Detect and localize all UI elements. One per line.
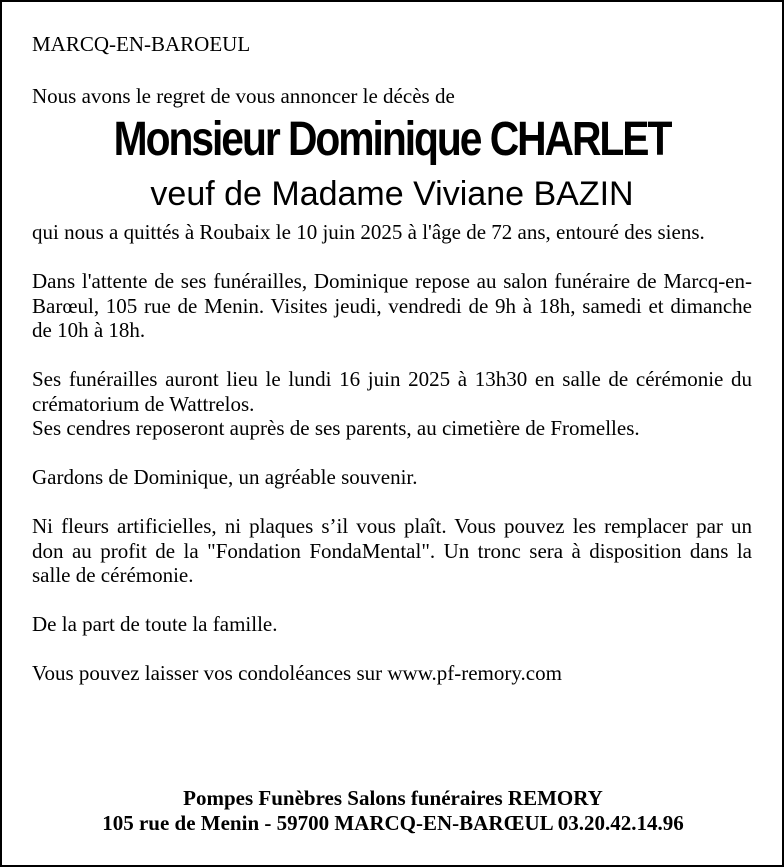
remembrance-line: Gardons de Dominique, un agréable souvenir. — [32, 465, 418, 489]
family-line: De la part de toute la famille. — [32, 612, 278, 636]
condolences-line: Vous pouvez laisser vos condoléances sur www.pf-remory.com — [32, 661, 562, 685]
ashes-details: Ses cendres reposeront auprès de ses parents, au cimetière de Fromelles. — [32, 416, 640, 440]
intro-text: Nous avons le regret de vous annoncer le décès de — [32, 83, 455, 108]
viewing-details: Dans l'attente de ses funérailles, Dominique repose au salon funéraire de Marcq-en-Barœul, 105 rue de Menin. Visites jeudi, vendredi de 9h à 18h, samedi et dimanche de 10h à 18h. — [32, 269, 752, 342]
funeral-details: Ses funérailles auront lieu le lundi 16 juin 2025 à 13h30 en salle de cérémonie du crématorium de Wattrelos. — [32, 367, 752, 416]
deceased-name: Monsieur Dominique CHARLET — [113, 113, 671, 166]
death-details: qui nous a quittés à Roubaix le 10 juin 2025 à l'âge de 72 ans, entouré des siens. — [32, 220, 705, 244]
city-heading: MARCQ-EN-BAROEUL — [32, 32, 251, 56]
donation-details: Ni fleurs artificielles, ni plaques s’il vous plaît. Vous pouvez les remplacer par un don au profit de la "Fondation FondaMental". Un tronc sera à disposition dans la salle de cérémonie. — [32, 514, 752, 587]
notice-body — [32, 32, 752, 686]
funeral-home-name: Pompes Funèbres Salons funéraires REMORY — [183, 786, 603, 810]
funeral-home-footer — [32, 786, 754, 835]
spouse-line: veuf de Madame Viviane BAZIN — [150, 175, 634, 213]
funeral-home-address: 105 rue de Menin - 59700 MARCQ-EN-BARŒUL 03.20.42.14.96 — [102, 810, 684, 835]
